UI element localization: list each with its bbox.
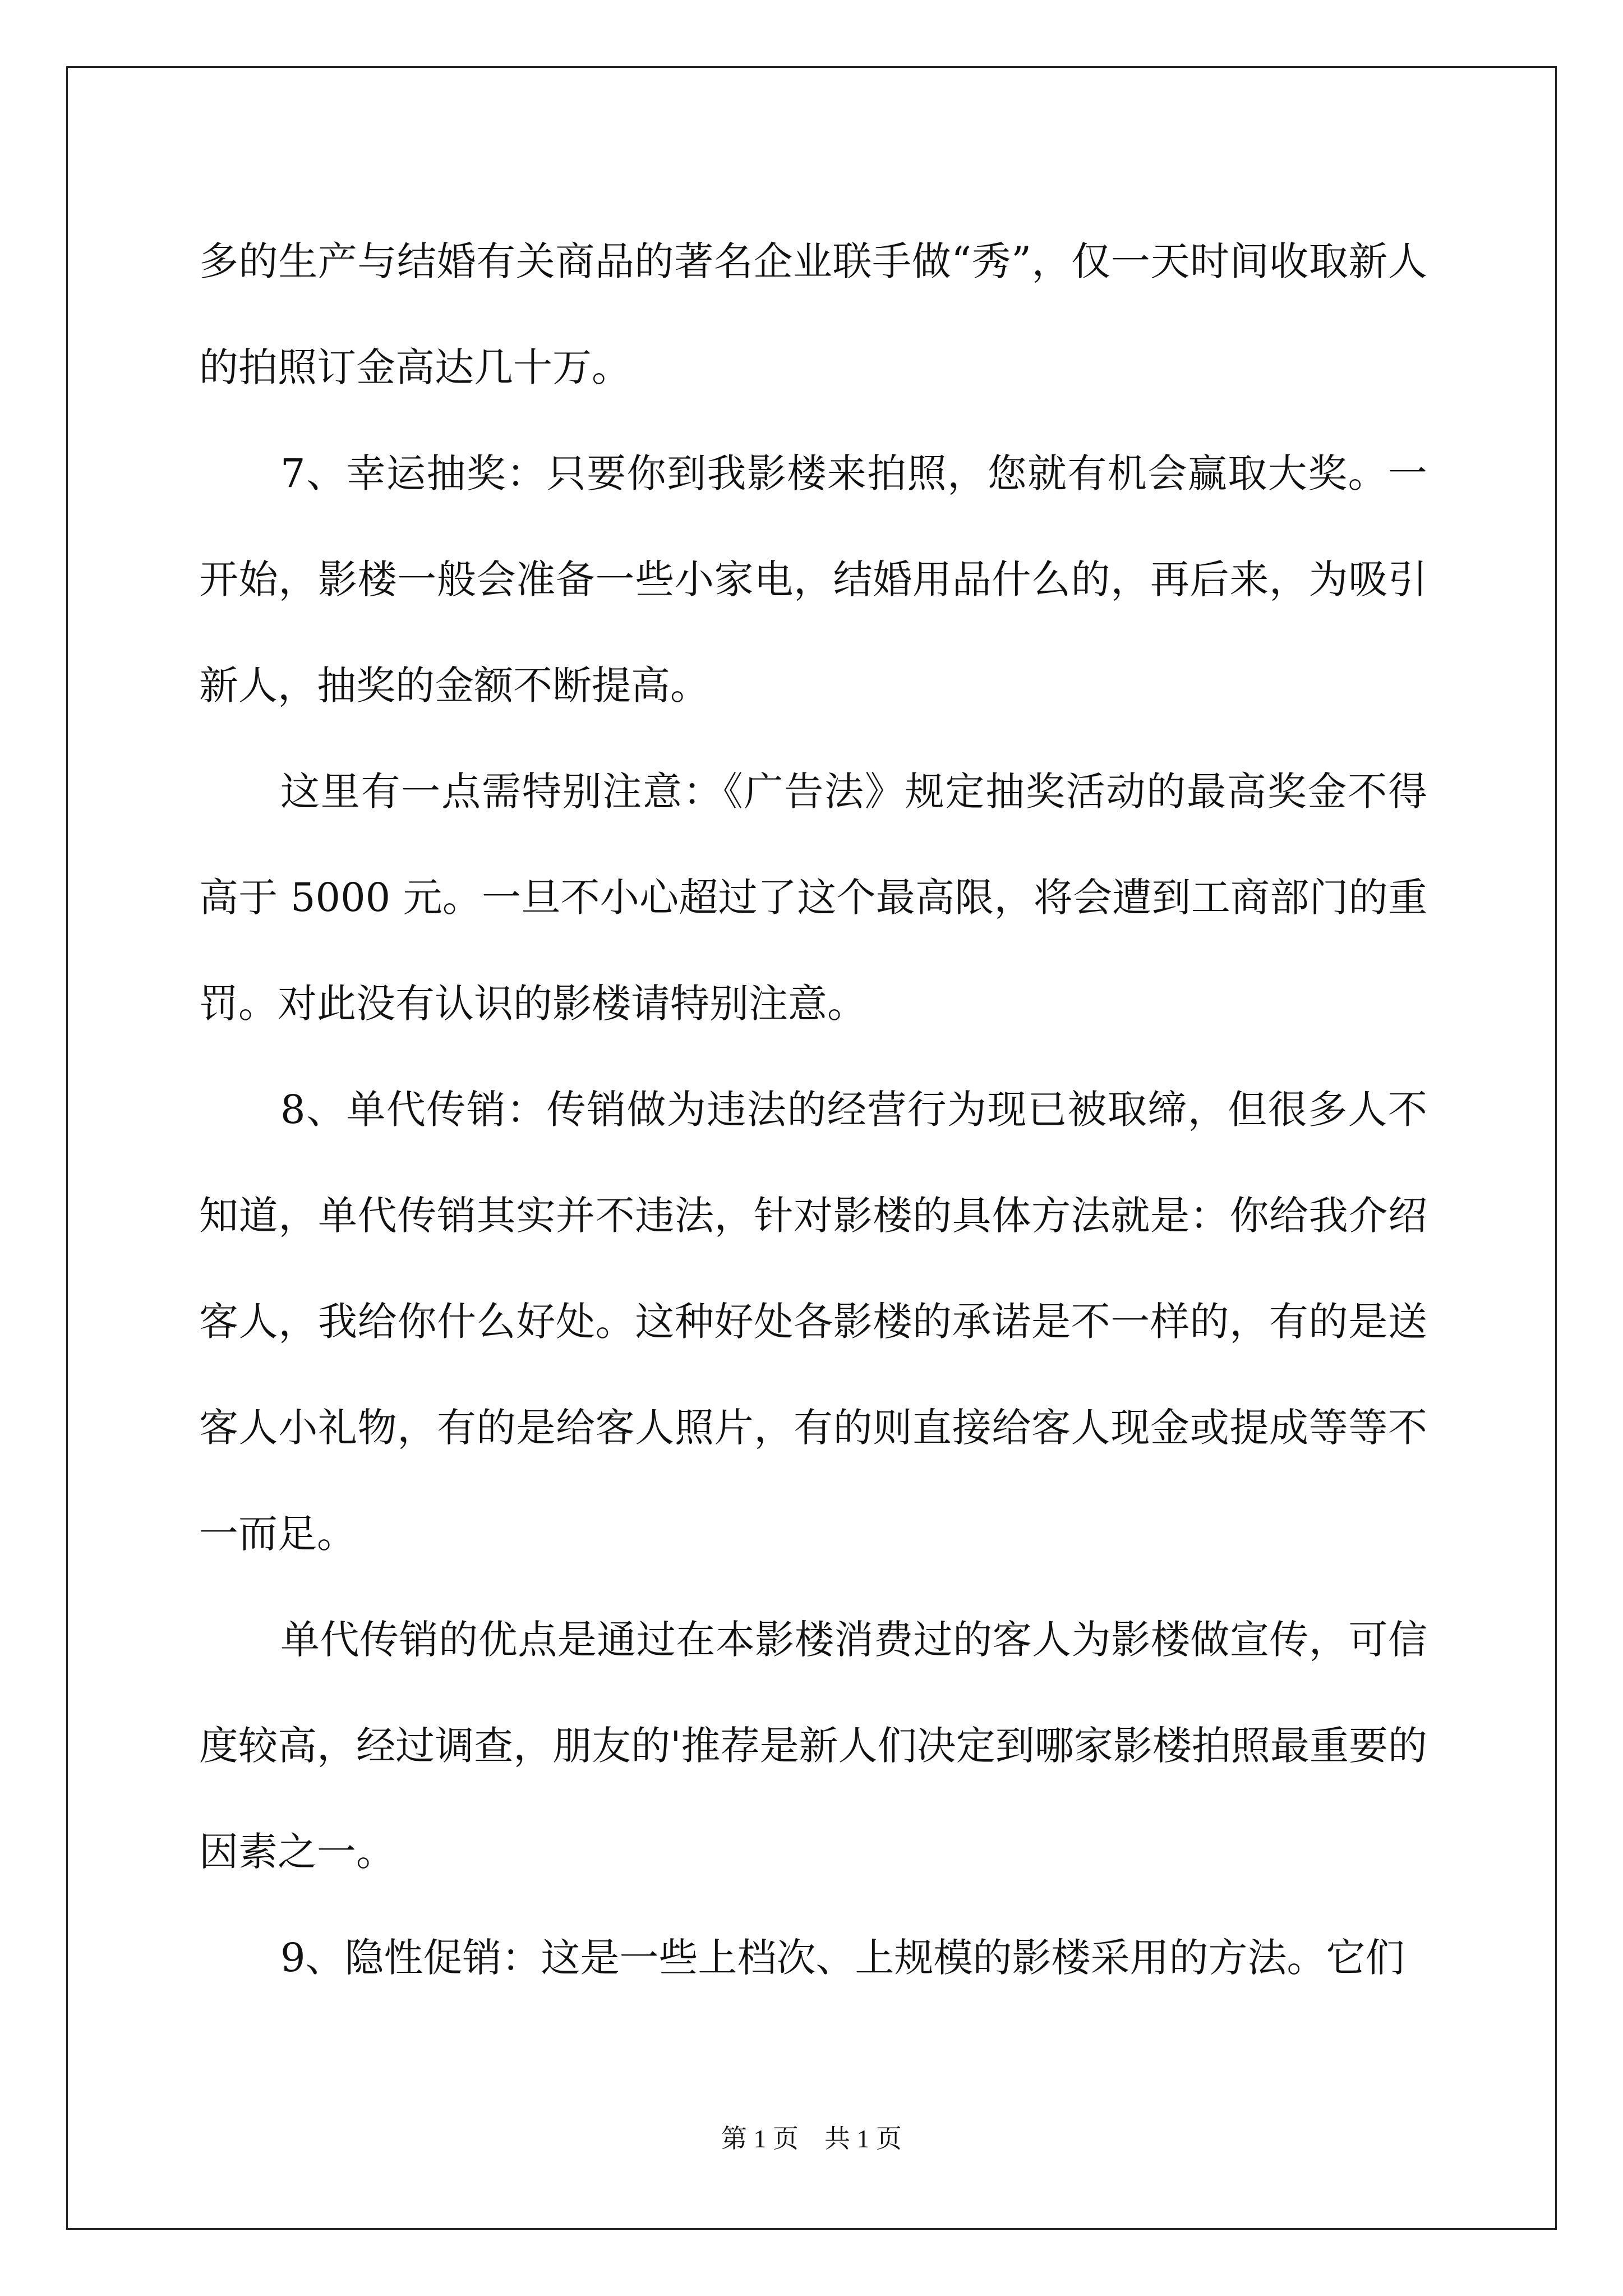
paragraph-2: 7、幸运抽奖：只要你到我影楼来拍照，您就有机会赢取大奖。一开始，影楼一般会准备一些小家电，结婚用品什么的，再后来，为吸引新人，抽奖的金额不断提高。: [199, 450, 1427, 708]
paragraph-6: 9、隐性促销：这是一些上档次、上规模的影楼采用的方法。它们: [280, 1935, 1405, 1981]
paragraph-1: 多的生产与结婚有关商品的著名企业联手做“秀”，仅一天时间收取新人的拍照订金高达几十万。: [199, 238, 1427, 390]
paragraph-3: 这里有一点需特别注意：《广告法》规定抽奖活动的最高奖金不得高于 5000 元。一旦不小心超过了这个最高限，将会遭到工商部门的重罚。对此没有认识的影楼请特别注意。: [199, 769, 1427, 1027]
paragraph-4: 8、单代传销：传销做为违法的经营行为现已被取缔，但很多人不知道，单代传销其实并不违法，针对影楼的具体方法就是：你给我介绍客人，我给你什么好处。这种好处各影楼的承诺是不一样的，有的是送客人小礼物，有的是给客人照片，有的则直接给客人现金或提成等等不一而足。: [199, 1087, 1427, 1557]
document-body: [199, 209, 1427, 2011]
page-number-footer: 第 1 页 共 1 页: [721, 2124, 902, 2153]
paragraph-5: 单代传销的优点是通过在本影楼消费过的客人为影楼做宣传，可信度较高，经过调查，朋友的'推荐是新人们决定到哪家影楼拍照最重要的因素之一。: [199, 1617, 1427, 1875]
